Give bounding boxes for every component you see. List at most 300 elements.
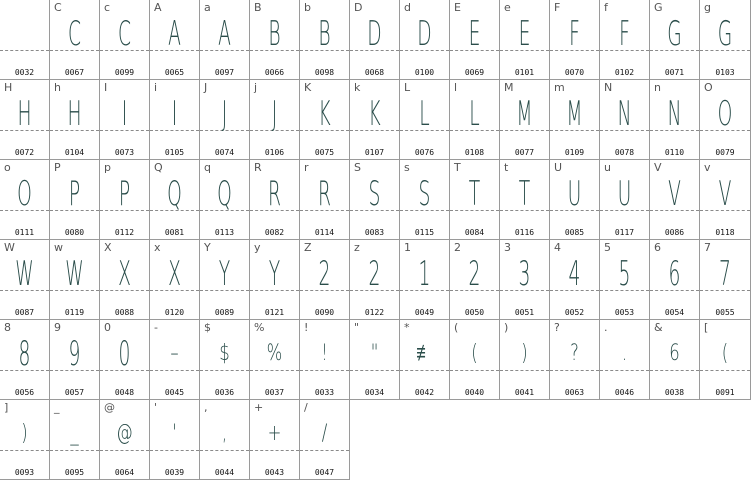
glyph-code: 0041: [514, 388, 535, 397]
glyph-preview: [11, 14, 38, 54]
glyph-preview: ": [370, 341, 379, 366]
glyph-code: 0032: [14, 68, 35, 77]
glyph-label: ): [504, 321, 509, 334]
glyph-label: j: [254, 81, 258, 94]
glyph-code: 0116: [514, 228, 535, 237]
glyph-cell[interactable]: [700, 240, 751, 320]
glyph-cell[interactable]: [250, 80, 300, 160]
glyph-cell[interactable]: [200, 320, 250, 400]
glyph-cell[interactable]: [400, 240, 450, 320]
glyph-cell[interactable]: [100, 240, 150, 320]
glyph-preview: –: [170, 341, 179, 366]
glyph-code: 0042: [414, 388, 435, 397]
glyph-code: 0093: [14, 468, 35, 477]
glyph-code: 0069: [464, 68, 485, 77]
glyph-preview: B: [268, 14, 281, 54]
glyph-cell[interactable]: [100, 320, 150, 400]
glyph-label: k: [354, 81, 361, 94]
glyph-preview: 2: [368, 254, 381, 294]
glyph-cell[interactable]: [200, 240, 250, 320]
glyph-label: c: [104, 1, 111, 14]
glyph-label: u: [604, 161, 611, 174]
glyph-label: @: [104, 401, 115, 414]
glyph-code: 0105: [164, 148, 185, 157]
glyph-label: V: [654, 161, 662, 174]
glyph-code: 0077: [514, 148, 535, 157]
glyph-cell[interactable]: [150, 240, 200, 320]
glyph-label: Y: [204, 241, 211, 254]
glyph-cell[interactable]: [450, 240, 500, 320]
glyph-code: 0110: [664, 148, 685, 157]
glyph-cell[interactable]: [0, 160, 50, 240]
glyph-cell[interactable]: [350, 0, 400, 80]
glyph-label: h: [54, 81, 61, 94]
glyph-code: 0038: [664, 388, 685, 397]
glyph-label: E: [454, 1, 461, 14]
glyph-preview: 9: [68, 334, 81, 374]
glyph-cell[interactable]: [250, 240, 300, 320]
glyph-code: 0066: [264, 68, 285, 77]
glyph-label: !: [304, 321, 309, 334]
glyph-code: 0063: [564, 388, 585, 397]
glyph-cell[interactable]: [650, 0, 700, 80]
glyph-cell[interactable]: [0, 320, 50, 400]
glyph-cell[interactable]: [450, 80, 500, 160]
glyph-preview: L: [469, 94, 480, 134]
glyph-code: 0113: [214, 228, 235, 237]
glyph-cell[interactable]: [700, 80, 751, 160]
glyph-cell[interactable]: [50, 320, 100, 400]
glyph-cell[interactable]: [0, 400, 50, 480]
glyph-cell[interactable]: [200, 0, 250, 80]
glyph-label: d: [404, 1, 411, 14]
glyph-code: 0040: [464, 388, 485, 397]
glyph-label: O: [704, 81, 713, 94]
glyph-preview: O: [17, 174, 32, 214]
glyph-preview: J: [271, 94, 278, 134]
glyph-label: m: [554, 81, 565, 94]
glyph-code: 0070: [564, 68, 585, 77]
glyph-preview: H: [17, 94, 32, 134]
glyph-code: 0082: [264, 228, 285, 237]
glyph-cell[interactable]: [300, 80, 350, 160]
glyph-label: ,: [204, 401, 208, 414]
glyph-cell[interactable]: [600, 0, 650, 80]
glyph-code: 0111: [14, 228, 35, 237]
glyph-cell[interactable]: [650, 320, 700, 400]
glyph-label: 6: [654, 241, 661, 254]
glyph-label: e: [504, 1, 511, 14]
glyph-code: 0079: [715, 148, 735, 157]
glyph-code: 0081: [164, 228, 185, 237]
glyph-label: t: [504, 161, 509, 174]
glyph-preview: ≢: [416, 341, 433, 366]
glyph-preview: ): [521, 341, 528, 366]
glyph-cell[interactable]: [600, 320, 650, 400]
glyph-cell[interactable]: [250, 400, 300, 480]
glyph-cell[interactable]: [550, 320, 600, 400]
glyph-code: 0097: [214, 68, 235, 77]
glyph-preview: 4: [568, 254, 581, 294]
glyph-cell[interactable]: [400, 320, 450, 400]
glyph-cell[interactable]: [400, 160, 450, 240]
glyph-code: 0095: [64, 468, 85, 477]
glyph-label: r: [304, 161, 309, 174]
glyph-label: 7: [704, 241, 711, 254]
glyph-preview: H: [67, 94, 82, 134]
glyph-code: 0088: [114, 308, 135, 317]
glyph-code: 0071: [664, 68, 685, 77]
glyph-cell[interactable]: [350, 320, 400, 400]
glyph-code: 0034: [364, 388, 385, 397]
glyph-code: 0050: [464, 308, 485, 317]
glyph-cell[interactable]: [600, 240, 650, 320]
glyph-preview: N: [617, 94, 632, 134]
glyph-preview: U: [567, 174, 582, 214]
glyph-cell[interactable]: [300, 0, 350, 80]
glyph-preview: S: [418, 174, 431, 214]
glyph-cell[interactable]: [650, 80, 700, 160]
glyph-cell[interactable]: [100, 400, 150, 480]
glyph-label: [4, 1, 8, 14]
glyph-code: 0098: [314, 68, 335, 77]
glyph-preview: V: [718, 174, 732, 214]
glyph-cell[interactable]: [50, 400, 100, 480]
glyph-preview: 2: [468, 254, 481, 294]
glyph-label: x: [154, 241, 161, 254]
glyph-preview: X: [168, 254, 181, 294]
glyph-label: K: [304, 81, 312, 94]
glyph-preview: E: [518, 14, 531, 54]
glyph-preview: $: [219, 341, 230, 366]
glyph-code: 0078: [614, 148, 635, 157]
glyph-label: S: [354, 161, 361, 174]
glyph-label: 0: [104, 321, 111, 334]
glyph-preview: ,: [221, 421, 228, 446]
glyph-label: [: [704, 321, 709, 334]
glyph-preview: G: [667, 14, 682, 54]
glyph-cell[interactable]: [50, 80, 100, 160]
glyph-cell[interactable]: [100, 80, 150, 160]
glyph-cell[interactable]: [50, 240, 100, 320]
glyph-label: .: [604, 321, 608, 334]
glyph-preview: S: [368, 174, 381, 214]
glyph-code: 0090: [314, 308, 335, 317]
glyph-code: 0112: [114, 228, 135, 237]
glyph-preview: C: [67, 14, 82, 54]
glyph-preview: %: [266, 341, 283, 366]
glyph-label: p: [104, 161, 111, 174]
glyph-preview: (: [471, 341, 478, 366]
glyph-cell[interactable]: [550, 240, 600, 320]
glyph-code: 0057: [64, 388, 85, 397]
glyph-label: U: [554, 161, 563, 174]
glyph-code: 0122: [364, 308, 385, 317]
glyph-label: H: [4, 81, 13, 94]
glyph-code: 0064: [114, 468, 135, 477]
glyph-cell[interactable]: [500, 320, 550, 400]
glyph-code: 0076: [414, 148, 435, 157]
glyph-label: -: [154, 321, 158, 334]
glyph-cell[interactable]: [700, 160, 751, 240]
glyph-code: 0045: [164, 388, 185, 397]
glyph-preview: T: [518, 174, 531, 214]
glyph-code: 0085: [564, 228, 585, 237]
glyph-label: l: [454, 81, 458, 94]
glyph-code: 0075: [314, 148, 335, 157]
glyph-cell[interactable]: [250, 160, 300, 240]
glyph-label: 2: [454, 241, 461, 254]
glyph-cell[interactable]: [200, 80, 250, 160]
glyph-code: 0046: [614, 388, 635, 397]
glyph-code: 0115: [414, 228, 435, 237]
glyph-cell[interactable]: [700, 320, 751, 400]
glyph-cell[interactable]: [0, 0, 50, 80]
glyph-label: G: [654, 1, 663, 14]
glyph-code: 0054: [664, 308, 685, 317]
glyph-preview: 7: [719, 254, 731, 294]
glyph-cell[interactable]: [550, 80, 600, 160]
glyph-code: 0036: [214, 388, 235, 397]
glyph-label: 3: [504, 241, 511, 254]
glyph-cell[interactable]: [150, 400, 200, 480]
glyph-code: 0114: [314, 228, 335, 237]
glyph-code: 0106: [264, 148, 285, 157]
glyph-code: 0044: [214, 468, 235, 477]
glyph-label: y: [254, 241, 261, 254]
glyph-label: *: [404, 321, 410, 334]
glyph-preview: F: [619, 14, 630, 54]
glyph-code: 0033: [314, 388, 335, 397]
glyph-code: 0055: [715, 308, 735, 317]
glyph-label: g: [704, 1, 711, 14]
glyph-code: 0053: [614, 308, 635, 317]
glyph-cell[interactable]: [400, 0, 450, 80]
glyph-code: 0089: [214, 308, 235, 317]
glyph-preview: D: [367, 14, 382, 54]
glyph-cell[interactable]: [500, 80, 550, 160]
glyph-cell[interactable]: [100, 160, 150, 240]
glyph-label: s: [404, 161, 410, 174]
glyph-cell[interactable]: [300, 240, 350, 320]
glyph-label: C: [54, 1, 62, 14]
glyph-label: n: [654, 81, 661, 94]
glyph-cell[interactable]: [150, 0, 200, 80]
glyph-code: 0047: [314, 468, 335, 477]
glyph-preview: Q: [217, 174, 232, 214]
glyph-code: 0080: [64, 228, 85, 237]
glyph-label: T: [454, 161, 461, 174]
glyph-code: 0072: [14, 148, 35, 157]
glyph-preview: L: [419, 94, 430, 134]
glyph-cell[interactable]: [50, 160, 100, 240]
glyph-cell[interactable]: [200, 160, 250, 240]
glyph-cell[interactable]: [300, 160, 350, 240]
glyph-code: 0109: [564, 148, 585, 157]
glyph-cell[interactable]: [450, 160, 500, 240]
glyph-preview: 1: [418, 254, 431, 294]
glyph-cell[interactable]: [300, 320, 350, 400]
glyph-preview: I: [121, 94, 128, 134]
glyph-cell[interactable]: [450, 320, 500, 400]
glyph-preview: D: [417, 14, 432, 54]
glyph-label: _: [54, 401, 60, 414]
glyph-code: 0065: [164, 68, 185, 77]
glyph-cell[interactable]: [600, 80, 650, 160]
glyph-preview: P: [68, 174, 81, 214]
glyph-code: 0083: [364, 228, 385, 237]
glyph-label: &: [654, 321, 663, 334]
glyph-cell[interactable]: [250, 320, 300, 400]
glyph-preview: ): [21, 421, 28, 446]
glyph-preview: G: [717, 14, 733, 54]
glyph-label: $: [204, 321, 211, 334]
glyph-label: F: [554, 1, 561, 14]
glyph-preview: !: [321, 341, 328, 366]
glyph-code: 0104: [64, 148, 85, 157]
glyph-code: 0074: [214, 148, 235, 157]
glyph-preview: .: [621, 341, 628, 366]
glyph-cell[interactable]: [150, 160, 200, 240]
glyph-label: Q: [154, 161, 163, 174]
glyph-preview: Y: [218, 254, 231, 294]
glyph-preview: 6: [668, 254, 681, 294]
glyph-code: 0091: [715, 388, 735, 397]
glyph-label: a: [204, 1, 211, 14]
glyph-cell[interactable]: [0, 240, 50, 320]
glyph-preview: A: [218, 14, 231, 54]
glyph-label: b: [304, 1, 311, 14]
glyph-label: J: [204, 81, 208, 94]
glyph-code: 0101: [514, 68, 535, 77]
glyph-label: W: [4, 241, 15, 254]
glyph-preview: C: [117, 14, 132, 54]
glyph-label: 9: [54, 321, 61, 334]
glyph-label: %: [254, 321, 265, 334]
glyph-label: ': [154, 401, 158, 414]
glyph-cell[interactable]: [600, 160, 650, 240]
glyph-label: z: [354, 241, 360, 254]
glyph-code: 0119: [64, 308, 85, 317]
glyph-label: ": [354, 321, 360, 334]
glyph-code: 0107: [364, 148, 385, 157]
glyph-label: N: [604, 81, 613, 94]
glyph-code: 0086: [664, 228, 685, 237]
glyph-label: q: [204, 161, 211, 174]
glyph-cell[interactable]: [700, 0, 751, 80]
glyph-cell[interactable]: [350, 160, 400, 240]
glyph-label: ]: [4, 401, 9, 414]
glyph-preview: @: [116, 421, 133, 446]
glyph-label: 8: [4, 321, 11, 334]
glyph-preview: V: [668, 174, 681, 214]
glyph-label: 1: [404, 241, 411, 254]
glyph-code: 0103: [715, 68, 735, 77]
glyph-code: 0100: [414, 68, 435, 77]
glyph-label: ?: [554, 321, 560, 334]
glyph-preview: /: [321, 421, 328, 446]
glyph-preview: J: [221, 94, 228, 134]
glyph-cell[interactable]: [150, 320, 200, 400]
glyph-code: 0043: [264, 468, 285, 477]
glyph-cell[interactable]: [500, 160, 550, 240]
glyph-preview: F: [569, 14, 580, 54]
glyph-cell[interactable]: [300, 400, 350, 480]
glyph-cell[interactable]: [450, 0, 500, 80]
glyph-preview: ': [172, 421, 177, 446]
glyph-label: M: [504, 81, 514, 94]
glyph-preview: X: [118, 254, 131, 294]
glyph-label: f: [604, 1, 608, 14]
glyph-preview: R: [268, 174, 281, 214]
glyph-label: I: [104, 81, 108, 94]
glyph-code: 0087: [14, 308, 35, 317]
glyph-preview: M: [516, 94, 533, 134]
glyph-cell[interactable]: [150, 80, 200, 160]
glyph-code: 0037: [264, 388, 285, 397]
glyph-preview: 6: [669, 341, 680, 366]
glyph-cell[interactable]: [100, 0, 150, 80]
glyph-preview: Q: [167, 174, 182, 214]
glyph-preview: 8: [18, 334, 31, 374]
glyph-preview: 5: [618, 254, 631, 294]
glyph-cell[interactable]: [650, 160, 700, 240]
glyph-cell[interactable]: [400, 80, 450, 160]
glyph-preview: ?: [570, 341, 579, 366]
glyph-preview: +: [267, 421, 282, 446]
glyph-preview: I: [171, 94, 178, 134]
glyph-label: /: [304, 401, 308, 414]
glyph-code: 0121: [264, 308, 285, 317]
glyph-label: D: [354, 1, 363, 14]
glyph-label: X: [104, 241, 112, 254]
glyph-code: 0117: [614, 228, 635, 237]
glyph-code: 0049: [414, 308, 435, 317]
glyph-label: o: [4, 161, 11, 174]
glyph-cell[interactable]: [550, 0, 600, 80]
glyph-cell[interactable]: [500, 0, 550, 80]
glyph-cell[interactable]: [350, 240, 400, 320]
glyph-cell[interactable]: [550, 160, 600, 240]
glyph-label: +: [254, 401, 264, 414]
glyph-cell[interactable]: [500, 240, 550, 320]
glyph-cell[interactable]: [50, 0, 100, 80]
glyph-cell[interactable]: [200, 400, 250, 480]
glyph-preview: A: [168, 14, 181, 54]
glyph-cell[interactable]: [650, 240, 700, 320]
glyph-code: 0051: [514, 308, 535, 317]
glyph-preview: W: [15, 254, 34, 294]
glyph-label: L: [404, 81, 411, 94]
glyph-preview: E: [468, 14, 481, 54]
glyph-code: 0120: [164, 308, 185, 317]
glyph-label: i: [154, 81, 158, 94]
glyph-preview: U: [617, 174, 632, 214]
glyph-code: 0084: [464, 228, 485, 237]
glyph-preview: R: [318, 174, 331, 214]
glyph-label: B: [254, 1, 262, 14]
glyph-preview: O: [717, 94, 733, 134]
glyph-label: w: [54, 241, 63, 254]
glyph-code: 0052: [564, 308, 585, 317]
glyph-cell[interactable]: [350, 80, 400, 160]
glyph-preview: K: [318, 94, 331, 134]
glyph-cell[interactable]: [250, 0, 300, 80]
glyph-code: 0073: [114, 148, 135, 157]
glyph-preview: _: [70, 421, 79, 446]
glyph-cell[interactable]: [0, 80, 50, 160]
glyph-code: 0068: [364, 68, 385, 77]
